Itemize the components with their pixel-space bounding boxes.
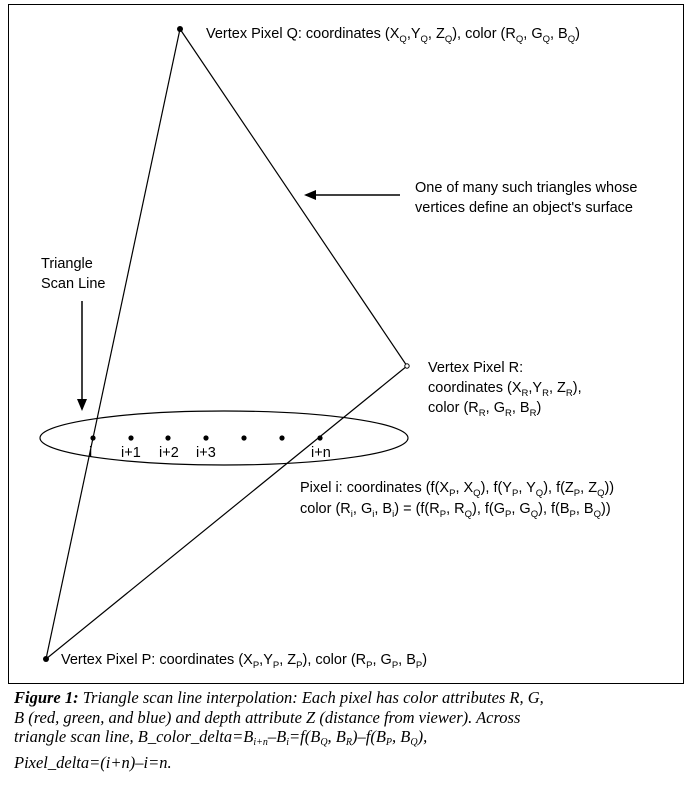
pixel-dot-in <box>317 435 322 440</box>
pixel-dot-i <box>90 435 95 440</box>
pixel-dot-5 <box>279 435 284 440</box>
vertex-r-label-3: color ($R_R$, $G_R$, $B_R$) <box>428 400 542 419</box>
caption-title: Figure 1: <box>14 688 79 707</box>
caption-text-4: Pixel_delta <box>14 752 90 772</box>
caption-text-1: Triangle scan line interpolation: Each pixel has color attributes R, G, <box>82 688 544 707</box>
vertex-p-dot <box>43 656 49 662</box>
caption-line-2: B (red, green, and blue) and depth attribute Z (distance from viewer). Across <box>14 707 521 727</box>
pixel-label-i3: i+3 <box>196 445 216 461</box>
pixel-label-i: i <box>89 445 93 461</box>
vertex-r-label-1: Vertex Pixel R: <box>428 360 524 376</box>
vertex-q-dot <box>177 26 183 32</box>
triangle-edge-pq <box>46 29 180 659</box>
pixel-dot-i3 <box>203 435 208 440</box>
caption-line-3: triangle scan line, $B\_color\_delta=B_{i+n}-B_i=f(B_Q$, $B_R)-f(B_P$, $B_Q$), <box>14 727 428 748</box>
pixel-label-in: i+n <box>311 445 331 461</box>
vertex-q-label: Vertex Pixel Q: coordinates ($X_Q,Y_Q$, $Z_Q$), color ($R_Q$, $G_Q$, $B_Q$) <box>206 26 580 45</box>
vertex-r-dot <box>405 364 409 368</box>
pixel-dot-4 <box>241 435 246 440</box>
caption-line-1 <box>14 688 690 708</box>
pixel-label-i2: i+2 <box>159 445 179 461</box>
triangle-edge-qr <box>180 29 407 366</box>
figure-caption <box>14 688 690 772</box>
pixel-label-i1: i+1 <box>121 445 141 461</box>
pixel-i-coordinates: Pixel i: coordinates ($f(X_P$, $X_Q$), $f(Y_P$, $Y_Q$), $f(Z_P$, $Z_Q$)) <box>300 480 615 499</box>
pixel-dot-i1 <box>128 435 133 440</box>
pixel-dot-i2 <box>165 435 170 440</box>
scan-line-label-1: Triangle <box>41 256 93 272</box>
triangle-note-line1: One of many such triangles whose <box>415 180 638 196</box>
scan-line-label-2: Scan Line <box>41 276 106 292</box>
caption-line-4: Pixel_delta=(i+n)–i=n. <box>14 752 172 772</box>
pixel-i-color: color ($R_i$, $G_i$, $B_i) = (f(R_P$, $R_Q$), $f(G_P$, $G_Q$), $f(B_P$, $B_Q$)) <box>300 501 611 520</box>
vertex-p-label: Vertex Pixel P: coordinates ($X_P,Y_P$, $Z_P$), color ($R_P$, $G_P$, $B_P$) <box>61 652 428 671</box>
caption-text-3: triangle scan line, B_color_delta <box>14 727 233 746</box>
vertex-r-label-2: coordinates ($X_R,Y_R$, $Z_R$), <box>428 380 582 399</box>
triangle-note-line2: vertices define an object's surface <box>415 200 633 216</box>
